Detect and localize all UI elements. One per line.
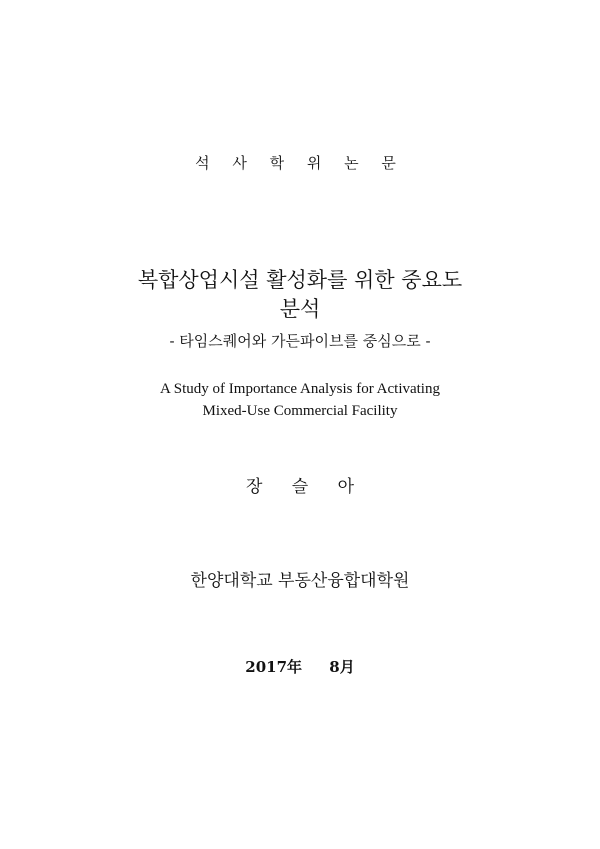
english-title-line-2: Mixed-Use Commercial Facility <box>202 403 398 419</box>
school-name: 한양대학교 부동산융합대학원 <box>190 571 410 591</box>
degree-label: 석 사 학 위 논 문 <box>195 154 405 172</box>
korean-title-line-2: 분석 <box>279 297 321 321</box>
submission-date: 2017年 8月 <box>245 658 355 676</box>
korean-subtitle: - 타임스퀘어와 가든파이브를 중심으로 - <box>169 332 431 350</box>
english-title <box>0 378 600 422</box>
korean-title-line-1: 복합상업시설 활성화를 위한 중요도 <box>137 268 463 292</box>
korean-title <box>0 266 600 324</box>
author-name: 장 슬 아 <box>245 477 355 497</box>
english-title-line-1: A Study of Importance Analysis for Activating <box>160 381 440 397</box>
